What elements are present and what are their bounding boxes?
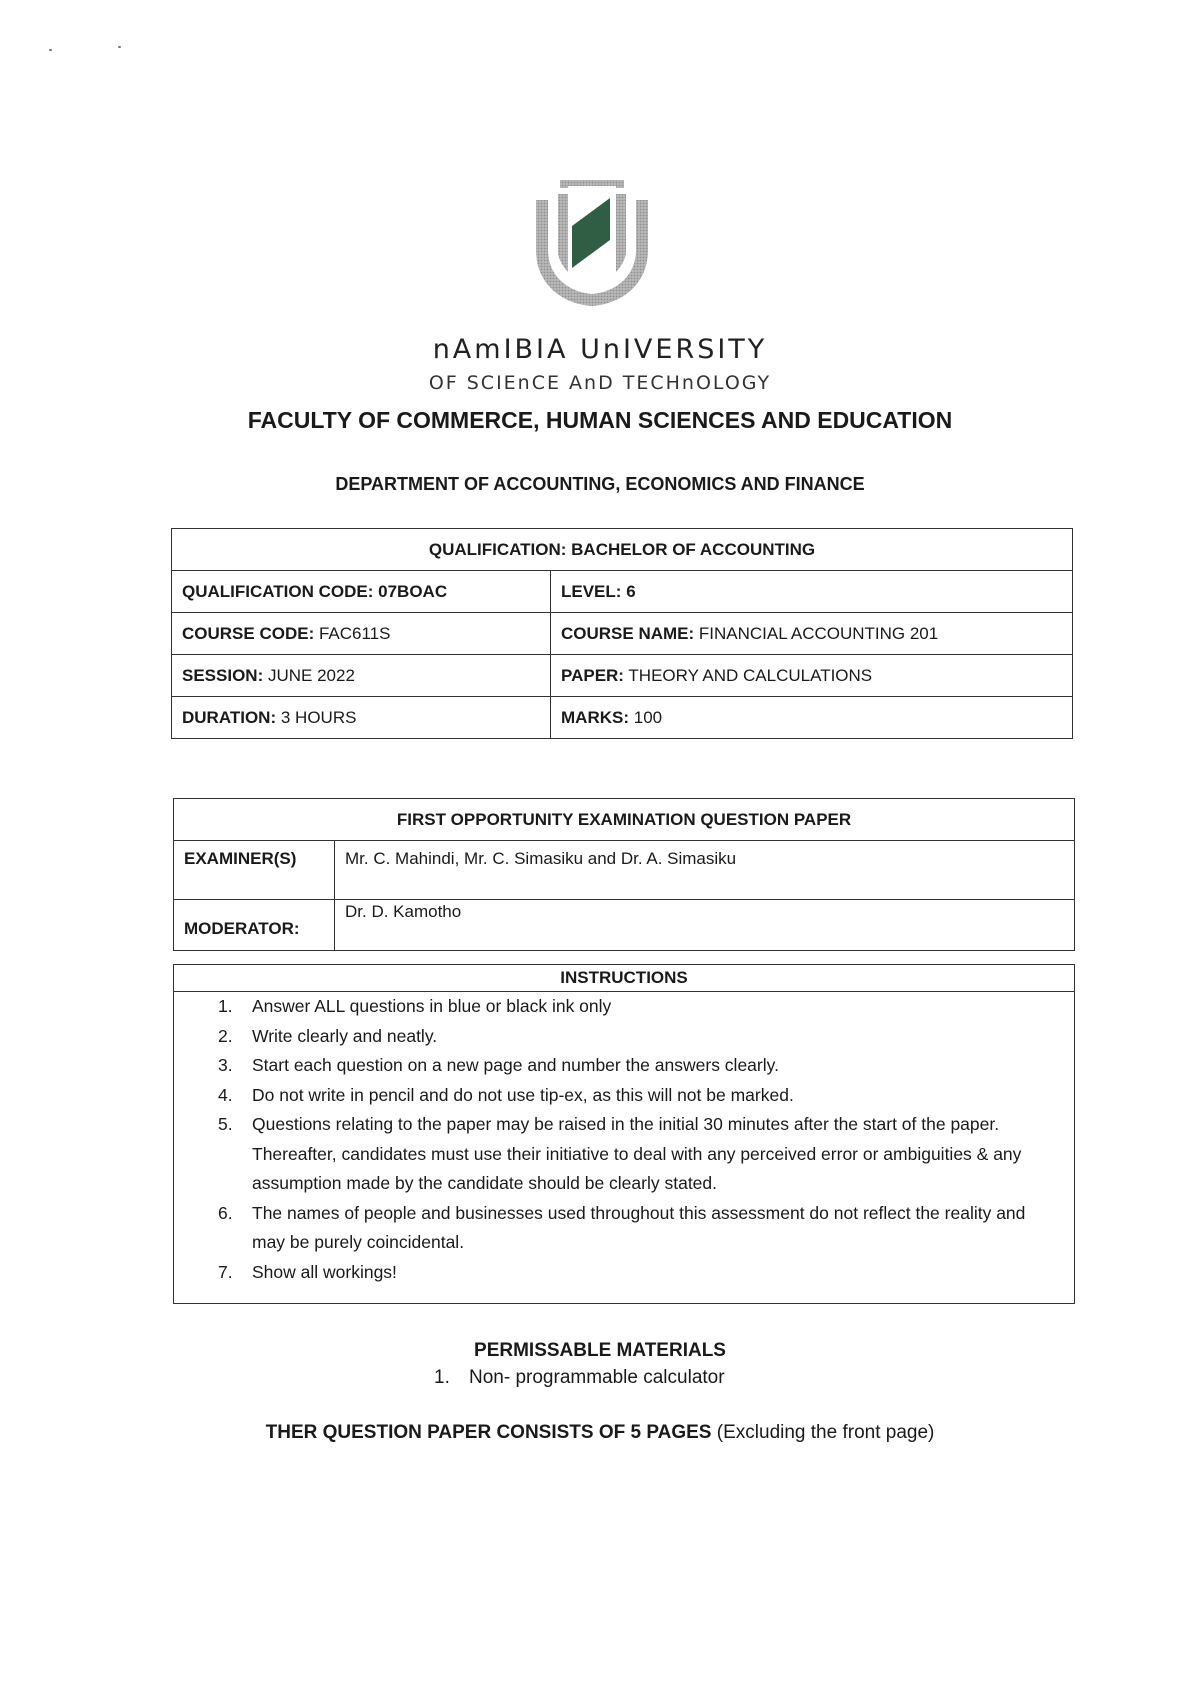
- instructions-title: INSTRUCTIONS: [174, 965, 1074, 992]
- session-value: JUNE 2022: [267, 665, 355, 685]
- paper-cell: [551, 655, 1073, 697]
- session-label: SESSION:: [182, 665, 264, 685]
- paper-label: PAPER:: [561, 665, 624, 685]
- course-name-value: FINANCIAL ACCOUNTING 201: [698, 623, 939, 643]
- duration-cell: [172, 697, 551, 739]
- logo-green-diagonal: [572, 198, 610, 268]
- instruction-text: Do not write in pencil and do not use tip-ex, as this will not be marked.: [252, 1084, 794, 1105]
- instruction-number: 1.: [218, 996, 233, 1016]
- instruction-text: Write clearly and neatly.: [252, 1025, 438, 1046]
- instruction-item: [174, 1258, 1054, 1288]
- level-value: 6: [626, 581, 636, 601]
- university-subtitle: OF SCIEnCE AnD TECHnOLOGY: [428, 372, 772, 394]
- instruction-text: Start each question on a new page and number the answers clearly.: [252, 1055, 779, 1075]
- moderator-label: MODERATOR:: [174, 900, 335, 951]
- course-name-cell: [551, 613, 1073, 655]
- instructions-box: [173, 964, 1075, 1304]
- instruction-item: [174, 1022, 1054, 1052]
- examination-table: [173, 798, 1075, 951]
- department-title: DEPARTMENT OF ACCOUNTING, ECONOMICS AND FINANCE: [335, 474, 865, 494]
- qualification-code-value: 07BOAC: [378, 581, 448, 601]
- examiners-label: EXAMINER(S): [174, 841, 335, 900]
- qualification-code-label: QUALIFICATION CODE:: [182, 581, 374, 601]
- course-code-label: COURSE CODE:: [182, 623, 315, 643]
- examination-header: FIRST OPPORTUNITY EXAMINATION QUESTION PAPER: [174, 799, 1075, 841]
- qualification-code-cell: [172, 571, 551, 613]
- page-count-normal: (Excluding the front page): [716, 1422, 935, 1443]
- logo-left-column: [558, 194, 568, 272]
- session-cell: [172, 655, 551, 697]
- permissible-item-text: Non- programmable calculator: [469, 1367, 725, 1388]
- instruction-text: Answer ALL questions in blue or black ink only: [252, 996, 612, 1016]
- instruction-number: 6.: [218, 1202, 233, 1223]
- moderator-value: Dr. D. Kamotho: [335, 900, 1075, 951]
- faculty-title: FACULTY OF COMMERCE, HUMAN SCIENCES AND EDUCATION: [247, 407, 953, 433]
- logo-top-arch: [560, 180, 624, 188]
- marks-value: 100: [633, 707, 663, 727]
- course-name-label: COURSE NAME:: [561, 623, 695, 643]
- duration-value: 3 HOURS: [280, 707, 357, 727]
- instruction-text: The names of people and businesses used throughout this assessment do not reflect the reality and may be purely coincidental.: [252, 1202, 1026, 1252]
- course-code-value: FAC611S: [318, 623, 391, 643]
- logo-right-column: [616, 194, 626, 272]
- marks-label: MARKS:: [561, 707, 629, 727]
- university-logo: [528, 172, 656, 308]
- instruction-text: Questions relating to the paper may be raised in the initial 30 minutes after the start of the paper. Thereafter, candidates must use their initiative to deal with any perceived error or ambiguities & any assumption made by the candidate should be clearly stated.: [252, 1114, 1022, 1193]
- marks-cell: [551, 697, 1073, 739]
- permissible-material-item: [434, 1367, 725, 1389]
- university-name: nAmIBIA UnIVERSITY: [432, 334, 768, 365]
- level-cell: [551, 571, 1073, 613]
- permissible-materials-title: PERMISSABLE MATERIALS: [474, 1340, 726, 1361]
- instruction-number: 4.: [218, 1084, 233, 1105]
- instruction-number: 2.: [218, 1025, 233, 1046]
- page-count-bold: THER QUESTION PAPER CONSISTS OF 5 PAGES: [265, 1422, 712, 1443]
- instructions-list: [174, 992, 1074, 1287]
- instruction-text: Show all workings!: [252, 1261, 397, 1282]
- course-code-cell: [172, 613, 551, 655]
- level-label: LEVEL:: [561, 581, 622, 601]
- instruction-number: 3.: [218, 1055, 233, 1075]
- instruction-item: [174, 1199, 1054, 1258]
- scan-speck: [49, 49, 52, 51]
- instruction-number: 7.: [218, 1261, 233, 1282]
- scan-speck: [118, 46, 121, 48]
- qualification-table: [171, 528, 1073, 739]
- instruction-item: [174, 992, 1054, 1022]
- page-count-note: [0, 1422, 1200, 1444]
- paper-value: THEORY AND CALCULATIONS: [628, 665, 873, 685]
- instruction-item: [174, 1051, 1054, 1081]
- examiners-value: Mr. C. Mahindi, Mr. C. Simasiku and Dr. A. Simasiku: [335, 841, 1075, 900]
- instruction-item: [174, 1081, 1054, 1111]
- instruction-number: 5.: [218, 1114, 233, 1134]
- permissible-item-number: 1.: [434, 1367, 450, 1388]
- instruction-item: [174, 1110, 1054, 1199]
- qualification-header: QUALIFICATION: BACHELOR OF ACCOUNTING: [172, 529, 1073, 571]
- duration-label: DURATION:: [182, 707, 277, 727]
